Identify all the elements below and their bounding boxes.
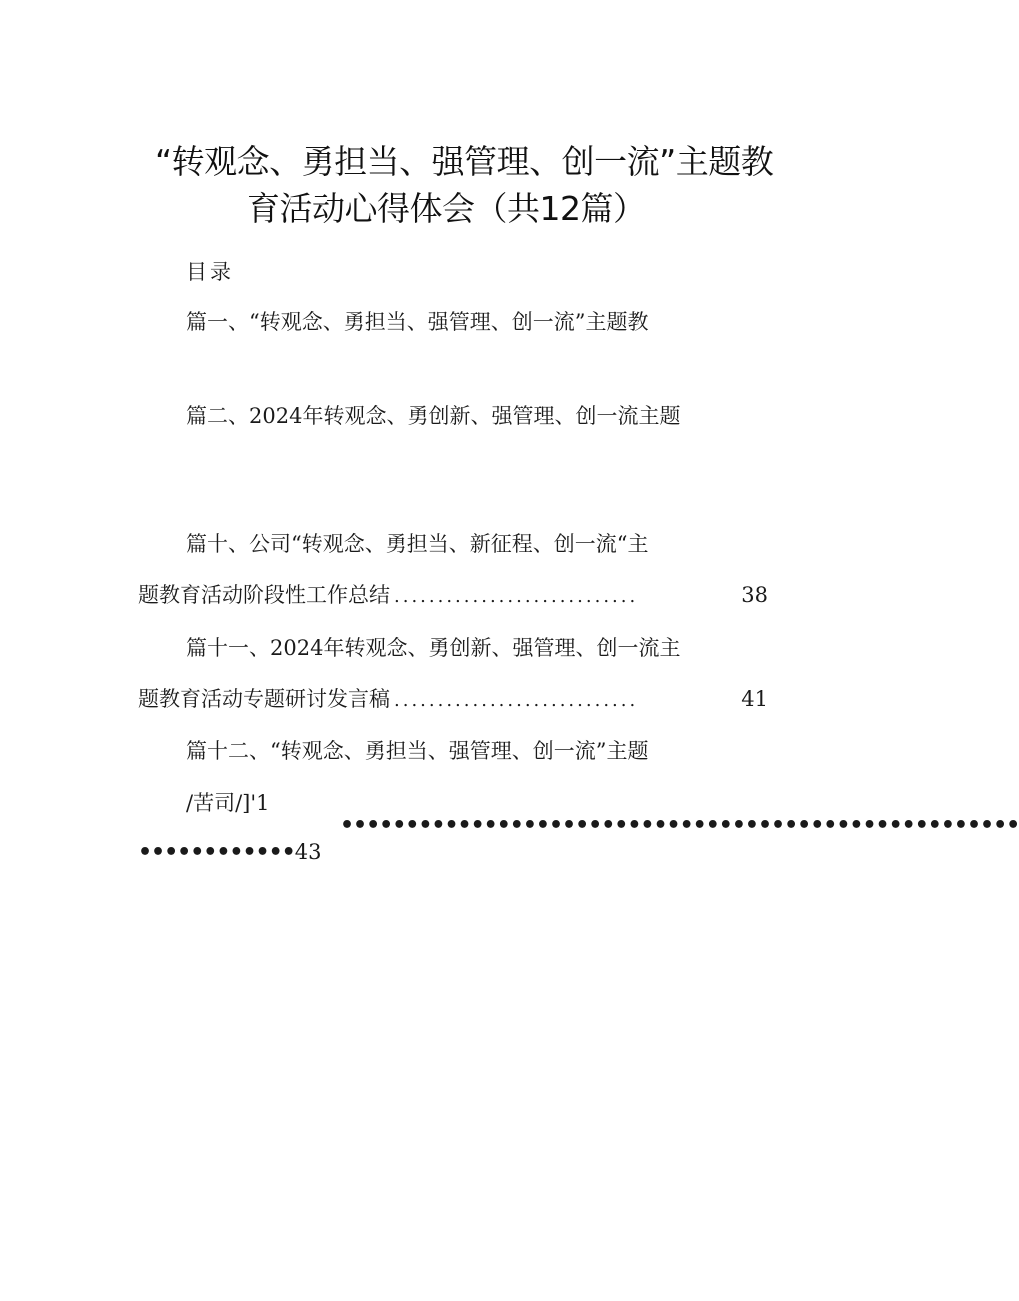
toc-entry-11-leader: ............................ bbox=[394, 690, 639, 711]
toc-entry-10-line-1[interactable]: 篇十、公司“转观念、勇担当、新征程、创一流“主 bbox=[186, 532, 649, 556]
toc-entry-10-page: 38 bbox=[741, 583, 768, 607]
toc-entry-11-page: 41 bbox=[741, 687, 768, 711]
toc-entry-12-last-line[interactable] bbox=[138, 840, 321, 865]
toc-entry-10-leader: ............................ bbox=[394, 586, 639, 607]
toc-entry-11-line-1[interactable]: 篇十一、2024年转观念、勇创新、强管理、创一流主 bbox=[186, 636, 681, 660]
document-title-line-1: “转观念、勇担当、强管理、创一流”主题教 bbox=[155, 142, 774, 181]
toc-entry-10-line-2[interactable] bbox=[138, 579, 768, 609]
toc-entry-2[interactable]: 篇二、2024年转观念、勇创新、强管理、创一流主题 bbox=[186, 404, 681, 428]
toc-entry-12-leader-long: •••••••••••••••••••••••••••••••••••••••••••••••••••• bbox=[340, 813, 1019, 838]
toc-entry-12-line-1[interactable]: 篇十二、“转观念、勇担当、强管理、创一流”主题 bbox=[186, 739, 649, 763]
toc-entry-12-leader-short: •••••••••••• bbox=[138, 840, 295, 865]
toc-entry-10-title: 题教育活动阶段性工作总结 bbox=[138, 583, 390, 607]
toc-heading: 目录 bbox=[186, 260, 234, 284]
toc-entry-12-page: 43 bbox=[294, 840, 322, 864]
toc-entry-12-garbled-text: /苦司/]'1 bbox=[186, 791, 270, 815]
document-title-line-2: 育活动心得体会（共12篇） bbox=[247, 189, 646, 228]
toc-entry-11-title: 题教育活动专题研讨发言稿 bbox=[138, 687, 390, 711]
toc-entry-1[interactable]: 篇一、“转观念、勇担当、强管理、创一流”主题教 bbox=[186, 310, 649, 334]
toc-entry-11-line-2[interactable] bbox=[138, 683, 768, 713]
